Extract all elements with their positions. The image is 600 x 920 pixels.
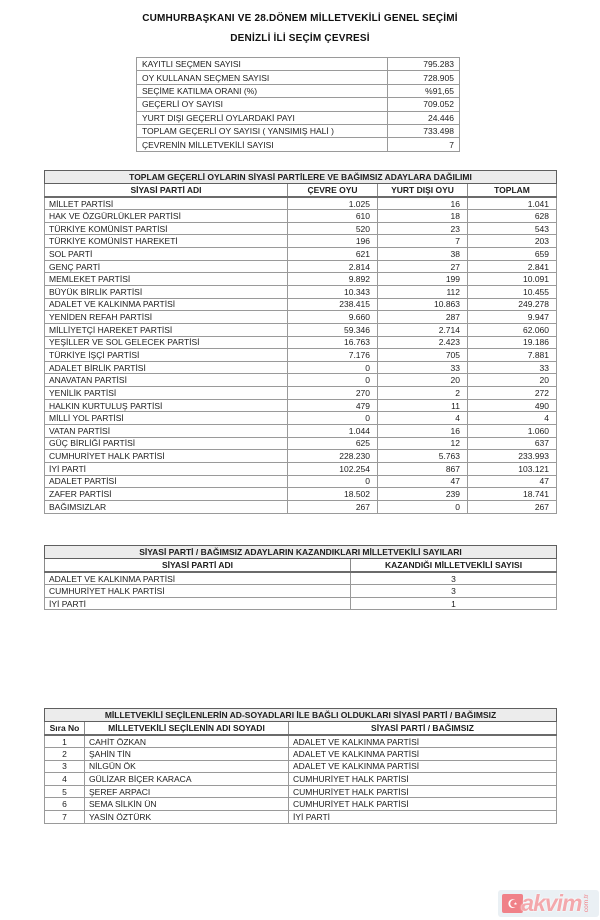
total-votes-cell: 628 [468,210,557,223]
votes-table [44,170,557,514]
summary-row [137,58,460,71]
mp-row [45,748,557,761]
mp-number-cell: 7 [45,811,85,824]
party-name-cell: MİLLİYETÇİ HAREKET PARTİSİ [45,323,288,336]
col-mp-name: MİLLETVEKİLİ SEÇİLENİN ADI SOYADI [85,722,289,736]
seats-count-cell: 3 [351,585,557,598]
summary-value: %91,65 [388,84,460,97]
mps-table-title: MİLLETVEKİLİ SEÇİLENLERİN AD-SOYADLARI İLE BAĞLI OLDUKLARI SİYASİ PARTİ / BAĞIMSIZ [45,709,557,722]
mp-party-cell: ADALET VE KALKINMA PARTİSİ [289,748,557,761]
summary-label: OY KULLANAN SEÇMEN SAYISI [137,71,388,84]
abroad-votes-cell: 27 [378,260,468,273]
seats-party-cell: CUMHURİYET HALK PARTİSİ [45,585,351,598]
mp-name-cell: YASİN ÖZTÜRK [85,811,289,824]
votes-row [45,374,557,387]
total-votes-cell: 267 [468,500,557,513]
party-name-cell: VATAN PARTİSİ [45,425,288,438]
votes-row [45,222,557,235]
seats-party-cell: ADALET VE KALKINMA PARTİSİ [45,572,351,585]
mps-table-body [45,735,557,823]
total-votes-cell: 1.041 [468,197,557,210]
mp-name-cell: GÜLİZAR BİÇER KARACA [85,773,289,786]
abroad-votes-cell: 12 [378,437,468,450]
votes-row [45,399,557,412]
district-votes-cell: 59.346 [288,323,378,336]
total-votes-cell: 637 [468,437,557,450]
mp-name-cell: NİLGÜN ÖK [85,760,289,773]
col-seats-party: SİYASİ PARTİ ADI [45,559,351,573]
abroad-votes-cell: 23 [378,222,468,235]
mps-table [44,708,557,824]
party-name-cell: ADALET VE KALKINMA PARTİSİ [45,298,288,311]
district-votes-cell: 267 [288,500,378,513]
seats-table-header-row [45,559,557,573]
abroad-votes-cell: 2.423 [378,336,468,349]
summary-value: 24.446 [388,111,460,124]
abroad-votes-cell: 705 [378,349,468,362]
summary-label: YURT DIŞI GEÇERLİ OYLARDAKİ PAYI [137,111,388,124]
party-name-cell: TÜRKİYE KOMÜNİST HAREKETİ [45,235,288,248]
party-name-cell: MİLLET PARTİSİ [45,197,288,210]
mp-party-cell: ADALET VE KALKINMA PARTİSİ [289,735,557,748]
party-name-cell: CUMHURİYET HALK PARTİSİ [45,450,288,463]
mp-party-cell: CUMHURİYET HALK PARTİSİ [289,773,557,786]
district-votes-cell: 1.025 [288,197,378,210]
votes-row [45,488,557,501]
abroad-votes-cell: 239 [378,488,468,501]
total-votes-cell: 103.121 [468,462,557,475]
abroad-votes-cell: 11 [378,399,468,412]
abroad-votes-cell: 867 [378,462,468,475]
mp-name-cell: SEMA SİLKİN ÜN [85,798,289,811]
col-party-name: SİYASİ PARTİ ADI [45,184,288,198]
votes-row [45,475,557,488]
district-votes-cell: 621 [288,248,378,261]
votes-table-title: TOPLAM GEÇERLİ OYLARIN SİYASİ PARTİLERE VE BAĞIMSIZ ADAYLARA DAĞILIMI [45,171,557,184]
total-votes-cell: 62.060 [468,323,557,336]
mp-number-cell: 4 [45,773,85,786]
mp-name-cell: CAHİT ÖZKAN [85,735,289,748]
seats-table-title-row [45,546,557,559]
abroad-votes-cell: 2 [378,387,468,400]
mp-party-cell: CUMHURİYET HALK PARTİSİ [289,785,557,798]
mp-number-cell: 5 [45,785,85,798]
mp-number-cell: 1 [45,735,85,748]
party-name-cell: ANAVATAN PARTİSİ [45,374,288,387]
total-votes-cell: 1.060 [468,425,557,438]
district-votes-cell: 18.502 [288,488,378,501]
votes-row [45,235,557,248]
seats-row [45,597,557,610]
district-votes-cell: 10.343 [288,285,378,298]
district-votes-cell: 479 [288,399,378,412]
votes-row [45,349,557,362]
summary-value: 728.905 [388,71,460,84]
summary-row [137,98,460,111]
summary-label: ÇEVRENİN MİLLETVEKİLİ SAYISI [137,138,388,151]
takvim-watermark [498,890,599,917]
total-votes-cell: 18.741 [468,488,557,501]
abroad-votes-cell: 4 [378,412,468,425]
party-name-cell: İYİ PARTİ [45,462,288,475]
abroad-votes-cell: 16 [378,197,468,210]
abroad-votes-cell: 47 [378,475,468,488]
party-name-cell: YENİLİK PARTİSİ [45,387,288,400]
abroad-votes-cell: 5.763 [378,450,468,463]
mp-name-cell: ŞAHİN TİN [85,748,289,761]
district-votes-cell: 102.254 [288,462,378,475]
seats-row [45,585,557,598]
abroad-votes-cell: 2.714 [378,323,468,336]
col-seats-count: KAZANDIĞI MİLLETVEKİLİ SAYISI [351,559,557,573]
votes-row [45,248,557,261]
mps-table-head [45,709,557,736]
total-votes-cell: 249.278 [468,298,557,311]
seats-table [44,545,557,610]
votes-table-body [45,197,557,513]
votes-row [45,437,557,450]
seats-count-cell: 3 [351,572,557,585]
mp-number-cell: 3 [45,760,85,773]
votes-row [45,500,557,513]
total-votes-cell: 10.455 [468,285,557,298]
party-name-cell: HAK VE ÖZGÜRLÜKLER PARTİSİ [45,210,288,223]
party-name-cell: GENÇ PARTİ [45,260,288,273]
abroad-votes-cell: 199 [378,273,468,286]
votes-row [45,412,557,425]
district-votes-cell: 228.230 [288,450,378,463]
page-header [0,0,600,44]
party-name-cell: GÜÇ BİRLİĞİ PARTİSİ [45,437,288,450]
party-name-cell: ADALET PARTİSİ [45,475,288,488]
votes-row [45,387,557,400]
total-votes-cell: 543 [468,222,557,235]
district-votes-cell: 9.892 [288,273,378,286]
district-votes-cell: 0 [288,361,378,374]
takvim-domain-suffix: com.tr [582,894,590,913]
seats-count-cell: 1 [351,597,557,610]
abroad-votes-cell: 7 [378,235,468,248]
votes-row [45,425,557,438]
total-votes-cell: 33 [468,361,557,374]
party-name-cell: YEŞİLLER VE SOL GELECEK PARTİSİ [45,336,288,349]
party-name-cell: BAĞIMSIZLAR [45,500,288,513]
summary-label: KAYITLI SEÇMEN SAYISI [137,58,388,71]
district-votes-cell: 16.763 [288,336,378,349]
votes-row [45,273,557,286]
col-abroad-votes: YURT DIŞI OYU [378,184,468,198]
votes-row [45,197,557,210]
seats-party-cell: İYİ PARTİ [45,597,351,610]
district-votes-cell: 0 [288,412,378,425]
mp-party-cell: CUMHURİYET HALK PARTİSİ [289,798,557,811]
mp-party-cell: ADALET VE KALKINMA PARTİSİ [289,760,557,773]
district-votes-cell: 0 [288,475,378,488]
mp-row [45,811,557,824]
votes-row [45,323,557,336]
party-name-cell: BÜYÜK BİRLİK PARTİSİ [45,285,288,298]
total-votes-cell: 47 [468,475,557,488]
seats-table-title: SİYASİ PARTİ / BAĞIMSIZ ADAYLARIN KAZANDIKLARI MİLLETVEKİLİ SAYILARI [45,546,557,559]
mp-number-cell: 2 [45,748,85,761]
party-name-cell: TÜRKİYE KOMÜNİST PARTİSİ [45,222,288,235]
summary-row [137,111,460,124]
votes-table-title-row [45,171,557,184]
mp-party-cell: İYİ PARTİ [289,811,557,824]
abroad-votes-cell: 38 [378,248,468,261]
mp-row [45,798,557,811]
total-votes-cell: 233.993 [468,450,557,463]
total-votes-cell: 490 [468,399,557,412]
votes-row [45,285,557,298]
col-total-votes: TOPLAM [468,184,557,198]
votes-row [45,298,557,311]
mps-table-header-row [45,722,557,736]
votes-table-header-row [45,184,557,198]
votes-table-head [45,171,557,198]
party-name-cell: HALKIN KURTULUŞ PARTİSİ [45,399,288,412]
summary-row [137,71,460,84]
district-votes-cell: 610 [288,210,378,223]
party-name-cell: ZAFER PARTİSİ [45,488,288,501]
votes-row [45,450,557,463]
district-votes-cell: 196 [288,235,378,248]
summary-row [137,84,460,97]
summary-table-body [137,58,460,152]
summary-row [137,124,460,137]
total-votes-cell: 4 [468,412,557,425]
votes-row [45,361,557,374]
seats-table-body [45,572,557,610]
total-votes-cell: 272 [468,387,557,400]
takvim-brand-text: akvim [521,890,582,916]
party-name-cell: MEMLEKET PARTİSİ [45,273,288,286]
district-votes-cell: 520 [288,222,378,235]
abroad-votes-cell: 20 [378,374,468,387]
district-votes-cell: 1.044 [288,425,378,438]
total-votes-cell: 9.947 [468,311,557,324]
total-votes-cell: 10.091 [468,273,557,286]
mps-table-title-row [45,709,557,722]
total-votes-cell: 7.881 [468,349,557,362]
abroad-votes-cell: 287 [378,311,468,324]
total-votes-cell: 20 [468,374,557,387]
party-name-cell: YENİDEN REFAH PARTİSİ [45,311,288,324]
abroad-votes-cell: 112 [378,285,468,298]
mp-row [45,735,557,748]
total-votes-cell: 2.841 [468,260,557,273]
summary-value: 7 [388,138,460,151]
page-subtitle: DENİZLİ İLİ SEÇİM ÇEVRESİ [230,33,370,44]
votes-row [45,210,557,223]
mp-row [45,785,557,798]
mp-number-cell: 6 [45,798,85,811]
page-title: CUMHURBAŞKANI VE 28.DÖNEM MİLLETVEKİLİ GENEL SEÇİMİ [142,13,458,24]
mp-row [45,760,557,773]
abroad-votes-cell: 0 [378,500,468,513]
summary-row [137,138,460,151]
summary-label: GEÇERLİ OY SAYISI [137,98,388,111]
total-votes-cell: 659 [468,248,557,261]
votes-row [45,336,557,349]
district-votes-cell: 270 [288,387,378,400]
summary-label: SEÇİME KATILMA ORANI (%) [137,84,388,97]
abroad-votes-cell: 33 [378,361,468,374]
votes-row [45,311,557,324]
seats-row [45,572,557,585]
district-votes-cell: 2.814 [288,260,378,273]
party-name-cell: TÜRKİYE İŞÇİ PARTİSİ [45,349,288,362]
col-mp-party: SİYASİ PARTİ / BAĞIMSIZ [289,722,557,736]
summary-table [136,57,460,152]
votes-row [45,462,557,475]
col-mp-number: Sıra No [45,722,85,736]
mp-name-cell: ŞEREF ARPACI [85,785,289,798]
district-votes-cell: 0 [288,374,378,387]
summary-value: 795.283 [388,58,460,71]
district-votes-cell: 9.660 [288,311,378,324]
total-votes-cell: 19.186 [468,336,557,349]
votes-row [45,260,557,273]
party-name-cell: MİLLİ YOL PARTİSİ [45,412,288,425]
summary-label: TOPLAM GEÇERLİ OY SAYISI ( YANSIMIŞ HALİ ) [137,124,388,137]
total-votes-cell: 203 [468,235,557,248]
district-votes-cell: 625 [288,437,378,450]
abroad-votes-cell: 18 [378,210,468,223]
mp-row [45,773,557,786]
abroad-votes-cell: 16 [378,425,468,438]
seats-table-head [45,546,557,573]
crescent-star-glyph: ☪ [507,896,519,911]
col-district-votes: ÇEVRE OYU [288,184,378,198]
district-votes-cell: 7.176 [288,349,378,362]
party-name-cell: SOL PARTİ [45,248,288,261]
party-name-cell: ADALET BİRLİK PARTİSİ [45,361,288,374]
summary-value: 709.052 [388,98,460,111]
summary-value: 733.498 [388,124,460,137]
district-votes-cell: 238.415 [288,298,378,311]
abroad-votes-cell: 10.863 [378,298,468,311]
